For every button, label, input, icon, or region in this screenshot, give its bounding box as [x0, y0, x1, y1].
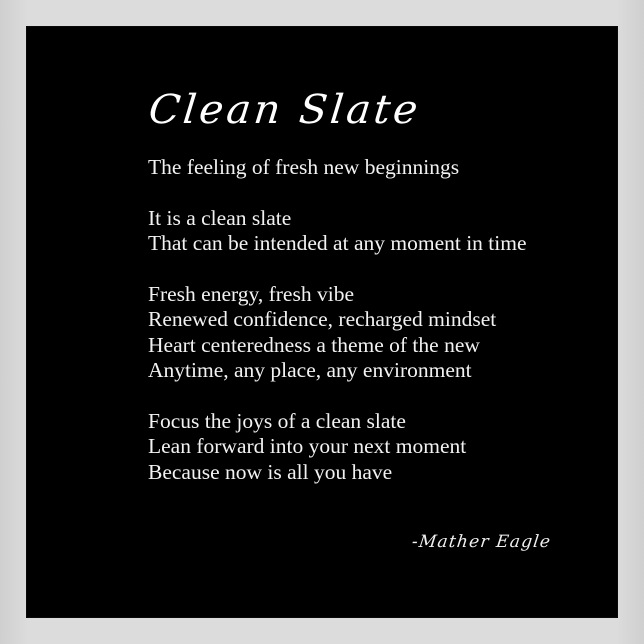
poem-line: It is a clean slate: [148, 205, 292, 230]
poem-line: Heart centeredness a theme of the new: [148, 332, 480, 357]
poem-line: Anytime, any place, any environment: [148, 358, 472, 382]
poem-line: Lean forward into your next moment: [148, 434, 467, 458]
poem-stanza: [148, 282, 548, 384]
poem-stanza: [148, 409, 548, 486]
poem-body: [148, 155, 548, 485]
poem-stanza: [148, 155, 548, 181]
poem-stanza: [148, 206, 548, 257]
poem-line: The feeling of fresh new beginnings: [148, 155, 460, 179]
poem-signature: -Mather Eagle: [410, 532, 553, 552]
poster-content: [27, 27, 617, 617]
poem-line: Because now is all you have: [148, 459, 393, 484]
poem-line: Focus the joys of a clean slate: [148, 408, 406, 433]
poem-title: Clean Slate: [146, 87, 423, 133]
poem-line: Fresh energy, fresh vibe: [148, 281, 354, 306]
poem-line: Renewed confidence, recharged mindset: [148, 307, 497, 331]
poem-line: That can be intended at any moment in time: [148, 231, 527, 255]
poster-artwork: [27, 27, 617, 617]
